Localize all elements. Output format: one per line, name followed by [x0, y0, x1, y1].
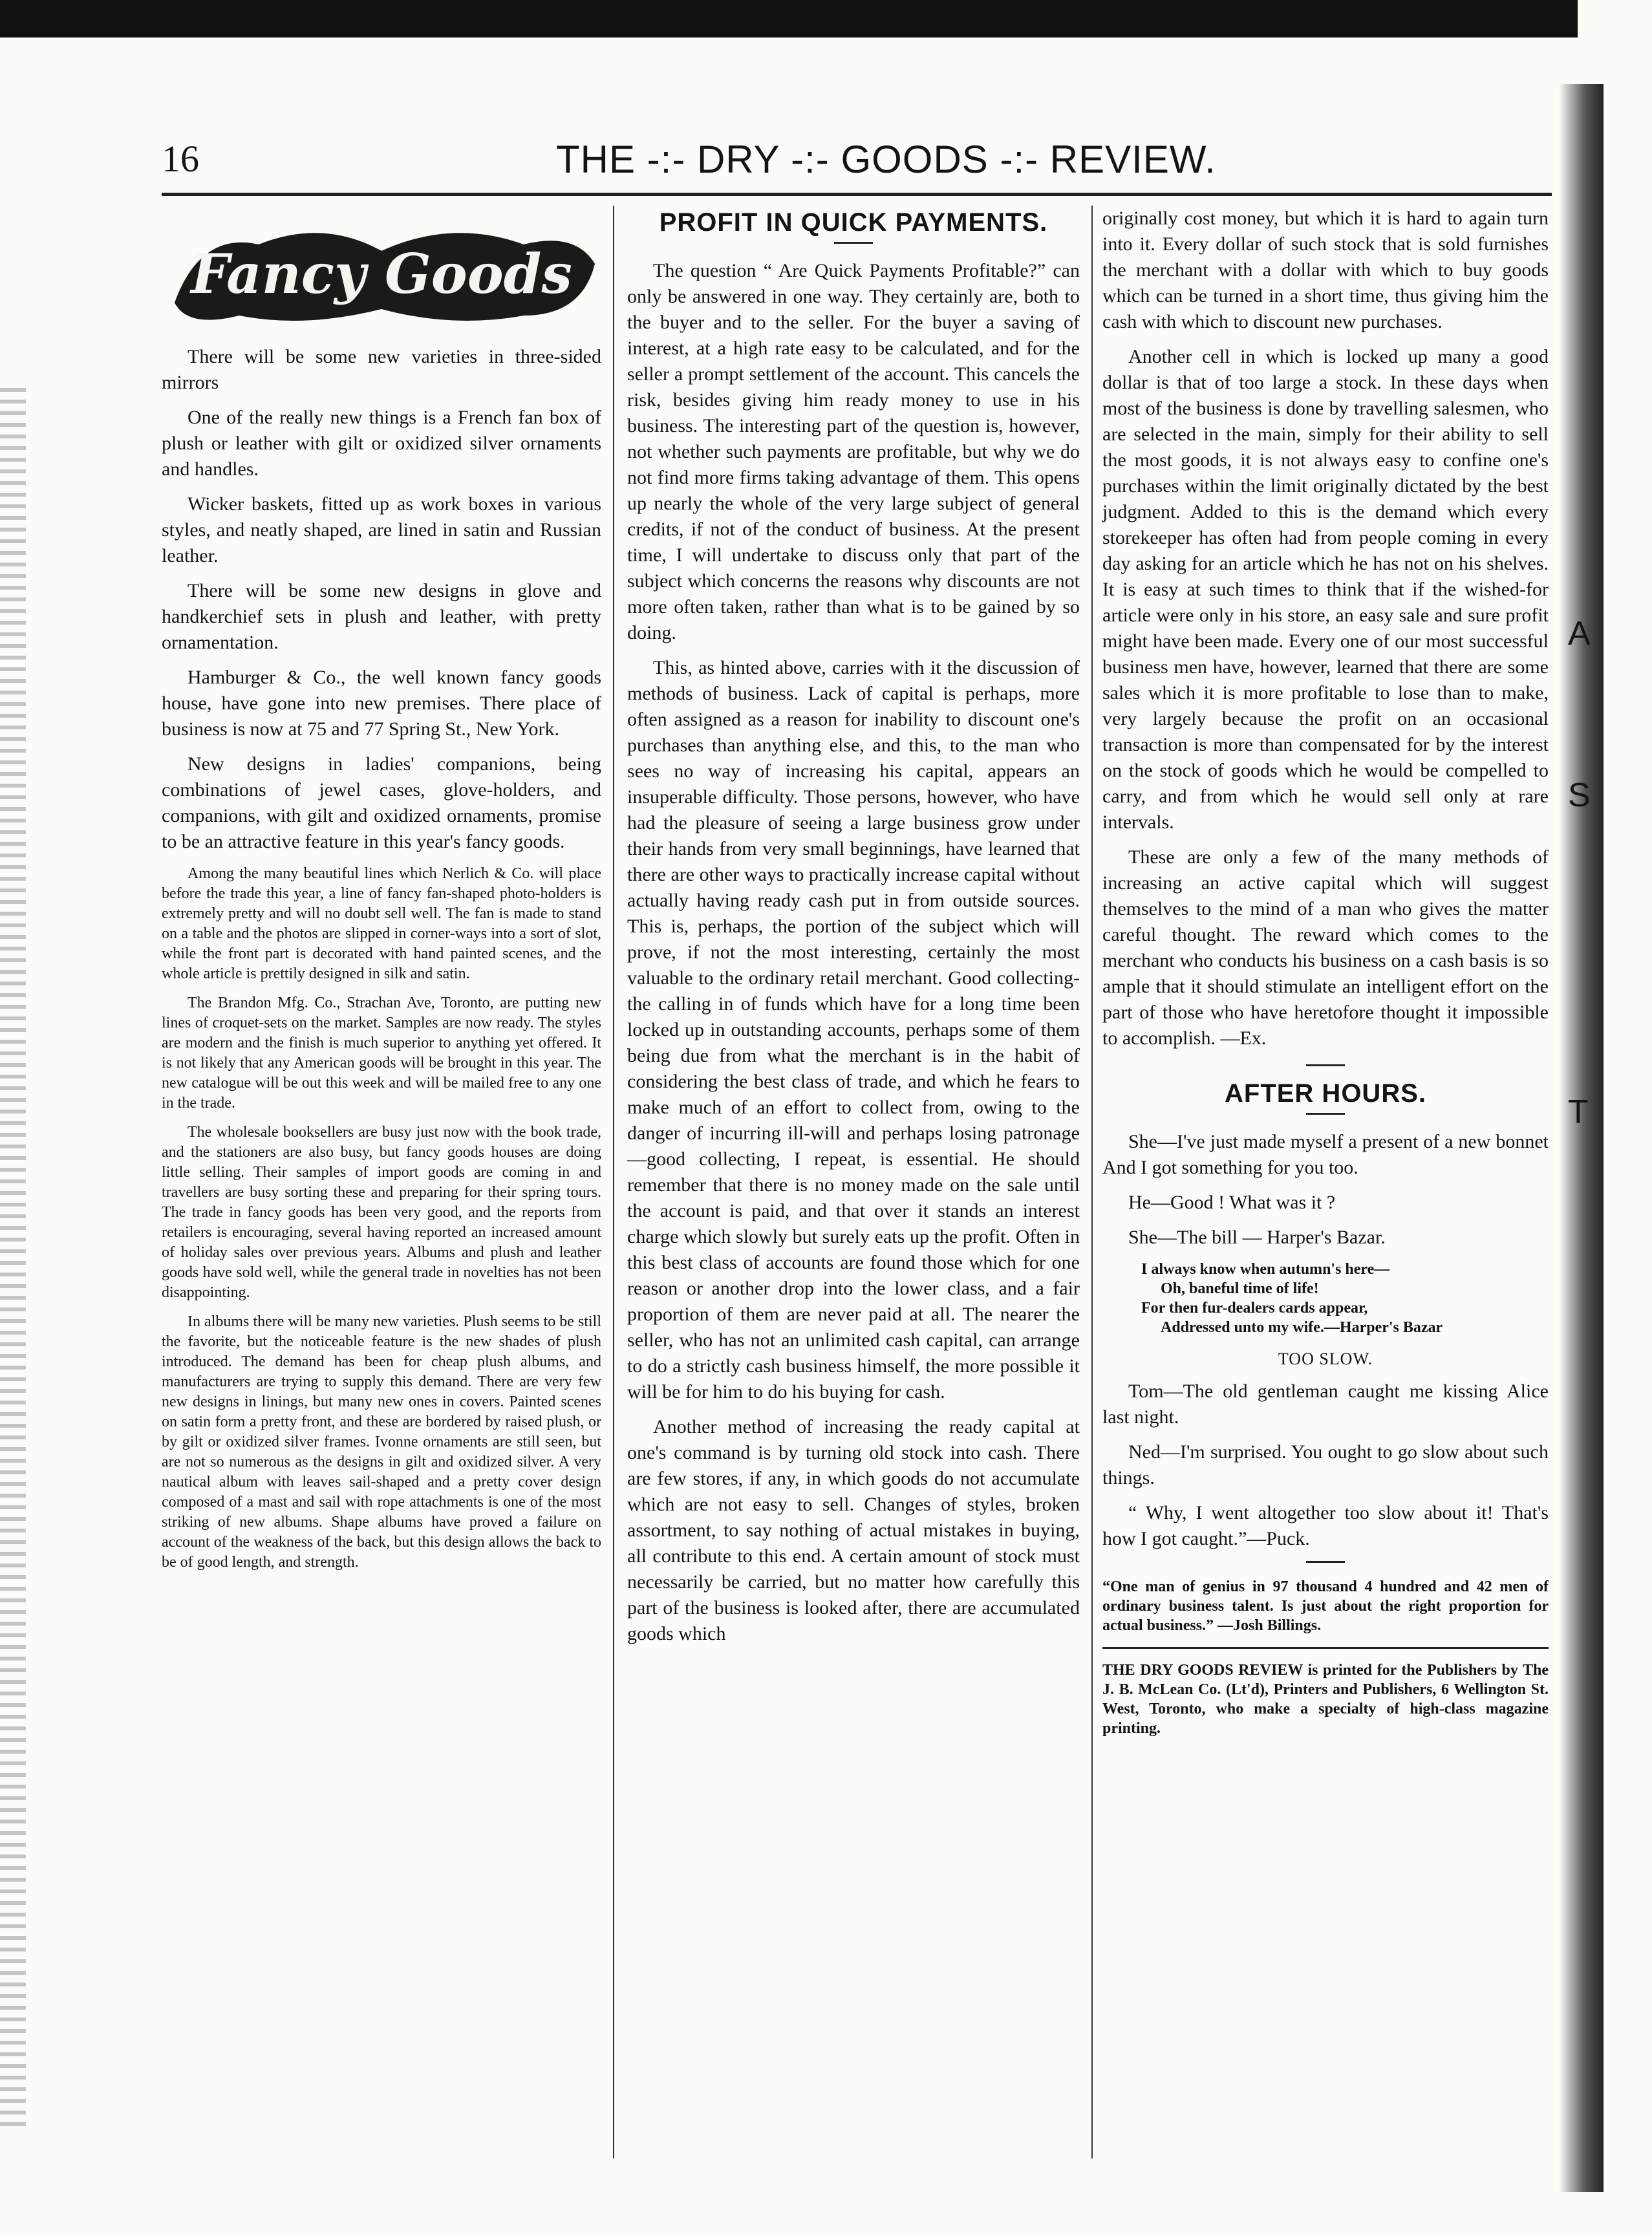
quick-payments-column	[627, 206, 1080, 1656]
header-rule	[162, 193, 1552, 196]
paragraph: In albums there will be many new varieties. Plush seems to be still the favorite, but the noticeable feature is the new shades of plush introduced. The demand has been for cheap plush albums, and manufacturers are trying to supply this demand. There are very few new designs in linings, but many new ones in covers. Painted scenes on satin form a pretty front, and these are bordered by raised plush, or by gilt or oxidized silver frames. Ivonne ornaments are still seen, but are not so numerous as the designs in gilt and oxidized silver. A very nautical album with leaves sail-shaped and a pretty cover design composed of a mast and sail with rope attachments is one of the most striking of new albums. Shape albums have proved a failure on account of the weakness of the back, but this design allows the back to be of good length, and strength.	[162, 1313, 601, 1571]
paragraph: Wicker baskets, fitted up as work boxes in various styles, and neatly shaped, are lined in satin and Russian leather.	[162, 493, 601, 566]
title-dash	[834, 242, 873, 244]
fancy-goods-logo-art	[162, 206, 601, 335]
joke-line: Tom—The old gentleman caught me kissing Alice last night.	[1102, 1381, 1549, 1428]
joke-line: She—I've just made myself a present of a new bonnet And I got something for you too.	[1102, 1131, 1549, 1178]
quote: “One man of genius in 97 thousand 4 hundred and 42 men of ordinary business talent. Is just about the right proportion for actual business.” —Josh Billings.	[1102, 1578, 1549, 1634]
right-scan-edge	[1558, 84, 1604, 2192]
logo-text: Fancy Goods	[191, 242, 572, 306]
paragraph: The wholesale booksellers are busy just now with the book trade, and the stationers are also busy, but fancy goods houses are doing little selling. Their samples of import goods are coming in and travellers are busy sorting these and preparing for their spring tours. The trade in fancy goods has been very good, and the reports from retailers is encouraging, several having reported an increased amount of holiday sales over previous years. Albums and plush and leather goods have sold well, while the general trade in novelties has not been disappointing.	[162, 1124, 601, 1301]
poem-line: For then fur-dealers cards appear,	[1141, 1300, 1368, 1317]
masthead: THE -:- DRY -:- GOODS -:- REVIEW.	[556, 138, 1216, 181]
continued-column	[1102, 206, 1549, 1738]
margin-letter: A	[1568, 615, 1591, 652]
joke-line: He—Good ! What was it ?	[1128, 1192, 1336, 1213]
fancy-goods-column	[162, 206, 601, 1582]
joke-line: She—The bill — Harper's Bazar.	[1128, 1227, 1386, 1248]
poem-line: Addressed unto my wife.—Harper's Bazar	[1161, 1319, 1443, 1336]
paragraph: Another method of increasing the ready capital at one's command is by turning old stock into cash. There are few stores, if any, in which goods do not accumulate which are not easy to sell. Changes of styles, broken assortment, to say nothing of actual mistakes in buying, all contribute to this end. A certain amount of stock must necessarily be carried, but no matter how carefully this part of the business is looked after, there are accumulated goods which	[627, 1416, 1080, 1644]
poem-line: I always know when autumn's here—	[1141, 1261, 1390, 1278]
section-dash	[1306, 1064, 1345, 1066]
joke-line: “ Why, I went altogether too slow about it! That's how I got caught.”—Puck.	[1102, 1502, 1549, 1549]
joke-line: Ned—I'm surprised. You ought to go slow about such things.	[1102, 1441, 1549, 1489]
left-scan-edge	[0, 388, 26, 2134]
section-dash	[1306, 1561, 1345, 1563]
paragraph: This, as hinted above, carries with it the discussion of methods of business. Lack of capital is perhaps, more often assigned as a reason for inability to discount one's purchases than anything else, and this, to the man who sees no way of increasing his capital, appears an insuperable difficulty. Those persons, however, who have had the pleasure of seeing a large business grow under their hands from very small beginnings, have learned that there are other ways to practically increase capital without actually having ready cash put in from outside sources. This is, perhaps, the portion of the subject which will prove, if not the most interesting, certainly the most valuable to the ordinary retail merchant. Good collecting- the calling in of funds which have for a long time been locked up in outstanding accounts, perhaps some of them being due from what the merchant is in the habit of considering the best class of trade, and which he fears to make much of an effort to collect from, owing to the danger of incurring ill-will and perhaps losing patronage—good collecting, I repeat, is essential. He should remember that there is no money made on the sale until the account is paid, and that over it stands an interest charge which slowly but surely eats up the profit. Often in this best class of accounts are found those which for one reason or another drop into the lower class, and a fair proportion of them are never paid at all. The nearer the seller, who has not an unlimited cash capital, can arrange to do a strictly cash business himself, the more possible it will be for him to do his buying for cash.	[627, 657, 1080, 1403]
imprint-rule	[1102, 1647, 1549, 1649]
paragraph: Among the many beautiful lines which Nerlich & Co. will place before the trade this year, a line of fancy fan-shaped photo-holders is extremely pretty and will no doubt sell well. The fan is made to stand on a table and the photos are slipped in corner-ways into a sort of slot, while the front part is decorated with hand painted scenes, and the whole article is prettily designed in silk and satin.	[162, 865, 601, 982]
imprint: THE DRY GOODS REVIEW is printed for the Publishers by The J. B. McLean Co. (Lt'd), Printers and Publishers, 6 Wellington St. West, Toronto, who make a specialty of high-class magazine printing.	[1102, 1662, 1549, 1737]
top-scan-bar	[0, 0, 1578, 38]
fancy-goods-logo	[162, 206, 601, 335]
poem	[1141, 1260, 1549, 1337]
paragraph: Another cell in which is locked up many a good dollar is that of too large a stock. In these days when most of the business is done by travelling salesmen, who are selected in the main, simply for their ability to sell the most goods, it is not always easy to confine one's purchases within the limit originally dictated by the best judgment. Added to this is the demand which every storekeeper has often had from people coming in every day asking for an article which he has not on his shelves. It is easy at such times to think that if the wished-for article were only in his store, an easy sale and sure profit might have been made. Every one of our most successful business men have, however, learned that there are some sales which it is more profitable to lose than to make, very largely because the profit on an occasional transaction is more than compensated for by the interest on the stock of goods which he would be compelled to carry, and from which he would sell only at rare intervals.	[1102, 346, 1549, 833]
paragraph: The question “ Are Quick Payments Profitable?” can only be answered in one way. They certainly are, both to the buyer and to the seller. For the buyer a saving of interest, at a high rate easy to be calculated, and for the seller a prompt settlement of the account. This cancels the risk, besides giving him ready money to use in his business. The interesting part of the question is, however, not whether such payments are profitable, but why we do not find more firms taking advantage of them. This opens up nearly the whole of the very large subject of general credits, if not of the conduct of business. At the present time, I will undertake to discuss only that part of the subject which concerns the reasons why discounts are not more often taken, rather than what is to be gained by so doing.	[627, 260, 1080, 643]
page-number: 16	[162, 138, 199, 180]
paragraph: These are only a few of the many methods of increasing an active capital which will suggest themselves to the mind of a man who gives the matter careful thought. The reward which comes to the merchant who conducts his business on a cash basis is so ample that it should stimulate an intelligent effort on the part of those who have heretofore thought it impossible to accomplish. —Ex.	[1102, 846, 1549, 1049]
paragraph: The Brandon Mfg. Co., Strachan Ave, Toronto, are putting new lines of croquet-sets on the market. Samples are now ready. The styles are modern and the finish is much superior to anything yet offered. It is not likely that any American goods will be brought in this year. The new catalogue will be out this week and will be mailed free to any one in the trade.	[162, 994, 601, 1112]
margin-letter: S	[1568, 777, 1591, 814]
column-divider	[613, 206, 614, 2158]
column-divider	[1091, 206, 1093, 2158]
subheading: TOO SLOW.	[1278, 1349, 1373, 1368]
article-title: AFTER HOURS.	[1225, 1079, 1426, 1108]
title-dash	[1306, 1113, 1345, 1115]
margin-letter: T	[1568, 1093, 1589, 1131]
paragraph: One of the really new things is a French fan box of plush or leather with gilt or oxidized silver ornaments and handles.	[162, 407, 601, 480]
paragraph: There will be some new designs in glove and handkerchief sets in plush and leather, with pretty ornamentation.	[162, 580, 601, 653]
paragraph: There will be some new varieties in three-sided mirrors	[162, 346, 601, 393]
page-header	[162, 137, 1552, 189]
paragraph: originally cost money, but which it is hard to again turn into it. Every dollar of such stock that is sold furnishes the merchant with a dollar with which to buy goods which can be turned in a short time, thus giving him the cash with which to discount new purchases.	[1102, 208, 1549, 332]
paragraph: Hamburger & Co., the well known fancy goods house, have gone into new premises. There place of business is now at 75 and 77 Spring St., New York.	[162, 667, 601, 740]
paragraph: New designs in ladies' companions, being combinations of jewel cases, glove-holders, and companions, with gilt and oxidized ornaments, promise to be an attractive feature in this year's fancy goods.	[162, 753, 601, 852]
poem-line: Oh, baneful time of life!	[1161, 1280, 1319, 1297]
article-title: PROFIT IN QUICK PAYMENTS.	[659, 208, 1048, 237]
